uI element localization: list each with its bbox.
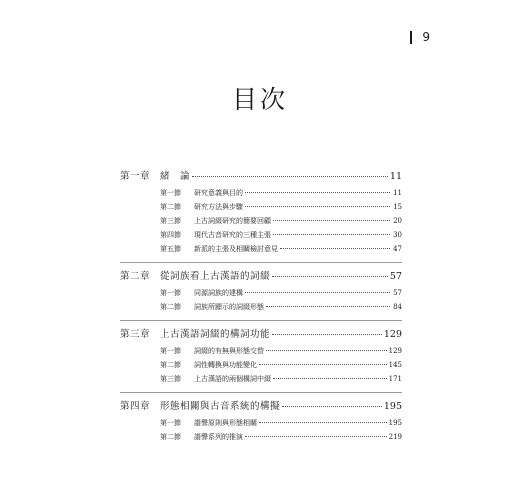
section-number: 第五節 xyxy=(160,245,181,253)
chapter-title: 緒 論 xyxy=(160,171,191,182)
section-page: 20 xyxy=(393,217,402,225)
section-page: 145 xyxy=(388,361,402,369)
section-page: 195 xyxy=(388,419,402,427)
toc-section-row[interactable] xyxy=(120,200,402,214)
toc-section-row[interactable] xyxy=(120,300,402,314)
toc-chapter xyxy=(120,262,402,320)
toc-chapter-row[interactable] xyxy=(120,326,402,344)
toc-section-row[interactable] xyxy=(120,372,402,386)
dot-leader xyxy=(259,422,387,423)
toc-section-row[interactable] xyxy=(120,358,402,372)
table-of-contents xyxy=(120,168,402,450)
dot-leader xyxy=(282,406,382,407)
chapter-number: 第一章 xyxy=(120,171,151,182)
section-title: 諧聲原則與形態相關 xyxy=(194,419,257,427)
chapter-page: 129 xyxy=(383,329,402,340)
section-number: 第三節 xyxy=(160,375,181,383)
toc-section-row[interactable] xyxy=(120,242,402,256)
section-number: 第三節 xyxy=(160,217,181,225)
section-title: 同源詞族的建構 xyxy=(194,289,243,297)
toc-chapter xyxy=(120,392,402,450)
section-number: 第二節 xyxy=(160,203,181,211)
page-header xyxy=(410,30,430,44)
section-title: 詞綴的有無與形態交替 xyxy=(194,347,264,355)
chapter-number: 第三章 xyxy=(120,329,151,340)
section-title: 上古詞綴研究的簡要回顧 xyxy=(194,217,271,225)
dot-leader xyxy=(280,248,390,249)
page-number: 9 xyxy=(422,30,430,44)
dot-leader xyxy=(259,364,387,365)
section-page: 11 xyxy=(393,189,402,197)
section-page: 129 xyxy=(388,347,402,355)
section-page: 15 xyxy=(393,203,402,211)
toc-section-row[interactable] xyxy=(120,186,402,200)
toc-chapter-row[interactable] xyxy=(120,398,402,416)
section-number: 第四節 xyxy=(160,231,181,239)
chapter-page: 57 xyxy=(389,271,402,282)
chapter-number: 第四章 xyxy=(120,401,151,412)
toc-section-row[interactable] xyxy=(120,214,402,228)
section-title: 研究意義與目的 xyxy=(194,189,243,197)
dot-leader xyxy=(266,350,387,351)
section-title: 詞族所顯示的詞綴形態 xyxy=(194,303,264,311)
toc-chapter xyxy=(120,320,402,392)
section-page: 84 xyxy=(393,303,402,311)
section-number: 第二節 xyxy=(160,303,181,311)
header-divider xyxy=(410,31,412,44)
section-page: 47 xyxy=(393,245,402,253)
toc-chapter-row[interactable] xyxy=(120,268,402,286)
page-title: 目次 xyxy=(231,85,288,114)
section-number: 第二節 xyxy=(160,361,181,369)
dot-leader xyxy=(273,220,390,221)
section-number: 第一節 xyxy=(160,347,181,355)
toc-chapter xyxy=(120,168,402,262)
chapter-page: 195 xyxy=(383,401,402,412)
section-title: 現代古音研究的三種主張 xyxy=(194,231,271,239)
section-title: 諧聲系列的推演 xyxy=(194,433,243,441)
toc-section-row[interactable] xyxy=(120,344,402,358)
section-title: 研究方法與步驟 xyxy=(194,203,243,211)
dot-leader xyxy=(273,234,390,235)
dot-leader xyxy=(245,436,387,437)
toc-chapter-row[interactable] xyxy=(120,168,402,186)
chapter-title: 上古漢語詞綴的構詞功能 xyxy=(160,329,271,340)
dot-leader xyxy=(273,378,387,379)
section-number: 第一節 xyxy=(160,419,181,427)
section-number: 第一節 xyxy=(160,289,181,297)
toc-section-row[interactable] xyxy=(120,286,402,300)
section-title: 上古漢語的兩個構詞中綴 xyxy=(194,375,271,383)
section-page: 30 xyxy=(393,231,402,239)
dot-leader xyxy=(245,206,390,207)
dot-leader xyxy=(272,334,382,335)
toc-section-row[interactable] xyxy=(120,416,402,430)
section-title: 詞性轉換與功能變化 xyxy=(194,361,257,369)
toc-section-row[interactable] xyxy=(120,430,402,444)
dot-leader xyxy=(272,276,388,277)
dot-leader xyxy=(245,192,390,193)
dot-leader xyxy=(245,292,390,293)
section-number: 第一節 xyxy=(160,189,181,197)
dot-leader xyxy=(192,176,388,177)
chapter-number: 第二章 xyxy=(120,271,151,282)
chapter-title: 從詞族看上古漢語的詞綴 xyxy=(160,271,271,282)
toc-section-row[interactable] xyxy=(120,228,402,242)
chapter-page: 11 xyxy=(389,171,402,182)
section-page: 57 xyxy=(393,289,402,297)
section-number: 第二節 xyxy=(160,433,181,441)
dot-leader xyxy=(266,306,390,307)
section-page: 171 xyxy=(388,375,402,383)
section-title: 新派的主張及相關檢討意見 xyxy=(194,245,278,253)
chapter-title: 形態相關與古音系統的構擬 xyxy=(160,401,281,412)
section-page: 219 xyxy=(388,433,402,441)
